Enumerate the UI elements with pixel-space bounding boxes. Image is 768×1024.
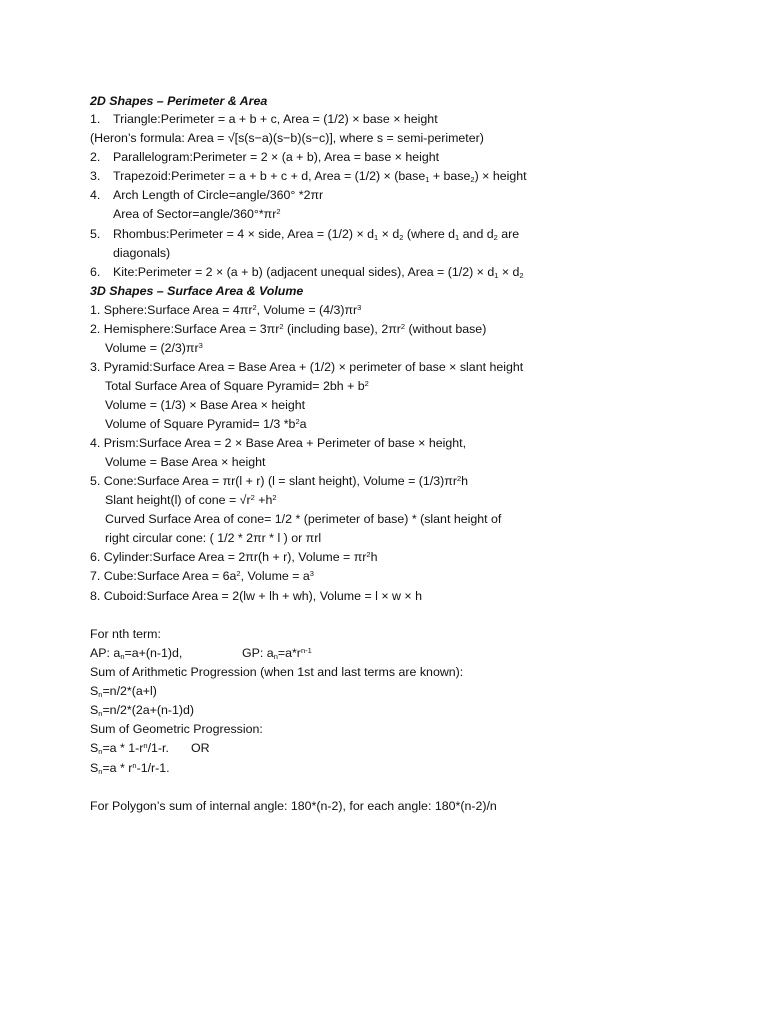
- list-item-prism: 4. Prism:Surface Area = 2 × Base Area + Perimeter of base × height,: [90, 436, 467, 450]
- formula-text: Triangle:Perimeter = a + b + c, Area = (1/2) × base × height: [113, 112, 438, 126]
- list-number: 5.: [90, 227, 101, 241]
- rhombus-continuation: diagonals): [113, 246, 171, 260]
- list-item-hemisphere: 2. Hemisphere:Surface Area = $3\pi r^2$ (including base), $2\pi r^2$ (without base): [90, 322, 487, 336]
- hemisphere-volume: Volume = $(2/3)\pi r^3$: [105, 341, 203, 355]
- pyramid-volume: Volume = (1/3) × Base Area × height: [105, 398, 306, 412]
- list-item-sphere: 1. Sphere:Surface Area = $4\pi r^2$, Volume = $(4/3)\pi r^3$: [90, 303, 362, 317]
- ap-sum-formula-1: $S_n=n/2*(a+l)$: [90, 684, 157, 699]
- nth-term-heading: For nth term:: [90, 627, 161, 641]
- polygon-angle-formula: For Polygon’s sum of internal angle: 180*(n-2), for each angle: 180*(n-2)/n: [90, 799, 497, 813]
- list-item-pyramid: 3. Pyramid:Surface Area = Base Area + (1/2) × perimeter of base × slant height: [90, 360, 524, 374]
- ap-sum-heading: Sum of Arithmetic Progression (when 1st and last terms are known):: [90, 665, 464, 679]
- list-number: 4.: [90, 188, 101, 202]
- or-label: OR: [190, 741, 210, 755]
- gp-sum-heading: Sum of Geometric Progression:: [90, 722, 263, 736]
- sector-area-formula: Area of $Sector=angle/360^\circ*\pi r^2$: [113, 207, 281, 221]
- list-item-cone: 5. Cone:Surface Area = πr(l + r) (l = slant height), Volume = $(1/3)\pi r^2h$: [90, 474, 469, 488]
- gp-nth-term: GP: $a_n=a*r^{n-1}$: [242, 646, 312, 661]
- square-pyramid-volume: Volume of Square Pyramid= 1/3 $*b^2a$: [105, 417, 307, 431]
- list-number: 1.: [90, 112, 101, 126]
- list-item-cuboid: 8. Cuboid:Surface Area = 2(lw + lh + wh), Volume = l × w × h: [90, 589, 422, 603]
- prism-volume: Volume = Base Area × height: [105, 455, 266, 469]
- gp-sum-formula-2: $S_n=a * r^n-1/r-1$.: [90, 761, 170, 776]
- formula-text: Arch Length of Circle=angle/360° *2πr: [113, 188, 324, 202]
- list-number: 3.: [90, 169, 101, 183]
- cone-slant-height: Slant height(l) of cone = $√r^2 +h^2$: [105, 493, 277, 507]
- formula-text: Rhombus:Perimeter = 4 × side, Area = $(1/2) \times d_1 \times d_2$ (where $d_1$ and $d_2$ are: [113, 227, 520, 242]
- formula-text: Kite:Perimeter = 2 × (a + b) (adjacent unequal sides), Area = $(1/2) \times d_1 \times d_2$: [113, 265, 524, 280]
- list-number: 6.: [90, 265, 101, 279]
- list-number: 2.: [90, 150, 101, 164]
- square-pyramid-total-area: Total Surface Area of Square Pyramid= $2bh + b^2$: [105, 379, 369, 393]
- list-item-cylinder: 6. Cylinder:Surface Area = 2πr(h + r), Volume = $\pi r^2h$: [90, 550, 378, 564]
- list-item-cube: 7. Cube:Surface Area = $6a^2$, Volume = $a^3$: [90, 569, 314, 583]
- cone-curved-area-continuation: right circular cone: ( 1/2 * 2πr * l ) or πrl: [105, 531, 322, 545]
- herons-formula-note: (Heron’s formula: Area = √[s(s−a)(s−b)(s−c)], where s = semi-perimeter): [90, 131, 484, 145]
- ap-nth-term: AP: $a_n=a+(n-1)d$,: [90, 646, 183, 661]
- heading-3d-shapes: 3D Shapes – Surface Area & Volume: [90, 284, 304, 298]
- formula-text: Parallelogram:Perimeter = 2 × (a + b), Area = base × height: [113, 150, 440, 164]
- gp-sum-formula-1: $S_n=a * 1-r^n/1-r$. OR: [90, 741, 210, 756]
- ap-sum-formula-2: $S_n=n/2*(2a+(n-1)d)$: [90, 703, 195, 718]
- cone-curved-area: Curved Surface Area of cone= 1/2 * (perimeter of base) * (slant height of: [105, 512, 502, 526]
- heading-2d-shapes: 2D Shapes – Perimeter & Area: [90, 94, 268, 108]
- formula-text: Trapezoid:Perimeter = a + b + c + d, Area = (1/2) × (base$_1$ + base$_2$) × height: [113, 169, 527, 184]
